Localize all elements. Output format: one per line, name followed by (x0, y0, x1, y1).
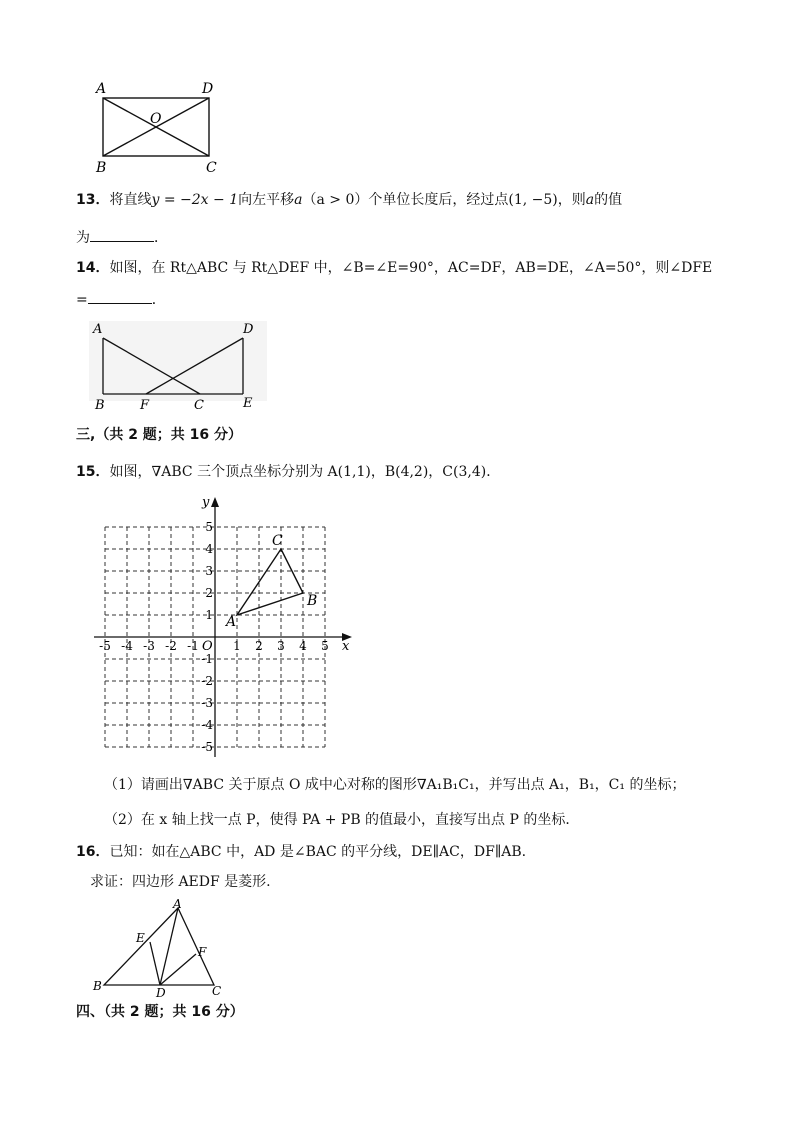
segment-df (160, 954, 196, 985)
label-c: C (194, 398, 204, 413)
triangle-abc (237, 549, 303, 615)
q15-sub1: （1）请画出∇ABC 关于原点 O 成中心对称的图形∇A₁B₁C₁，并写出点 A₁，B₁，C₁ 的坐标； (104, 777, 686, 793)
question-14-answer-line (76, 289, 166, 310)
y-tick-m1: -1 (201, 652, 213, 666)
q13-condition: （a > 0） (302, 192, 369, 208)
y-axis-arrow (211, 497, 219, 507)
figure-16 (88, 898, 228, 998)
y-tick-m3: -3 (201, 696, 213, 710)
section-3-heading: 三,（共 2 题；共 16 分） (76, 427, 243, 443)
x-tick-m4: -4 (121, 639, 133, 653)
x-tick-m3: -3 (143, 639, 155, 653)
question-15 (76, 462, 500, 482)
q13-number: 13． (76, 192, 110, 208)
q13-answer-blank[interactable] (90, 227, 154, 242)
point-a-label: A (226, 614, 237, 630)
q14-number: 14． (76, 260, 110, 276)
x-tick-m1: -1 (187, 639, 199, 653)
label-c: C (206, 160, 217, 176)
y-tick-1: 1 (205, 608, 213, 622)
section-4-heading: 四、（共 2 题；共 16 分） (76, 1004, 244, 1020)
q15-sub2: （2）在 x 轴上找一点 P，使得 PA + PB 的值最小，直接写出点 P 的坐标． (104, 812, 580, 828)
x-tick-1: 1 (233, 639, 241, 653)
label-b: B (95, 398, 105, 413)
point-b-label: B (307, 593, 318, 609)
q13-part1: 将直线 (109, 192, 152, 208)
figure-14-background (89, 321, 267, 401)
label-d: D (156, 986, 166, 998)
q13-line2: 为 (76, 230, 90, 246)
question-16 (76, 842, 526, 862)
y-tick-2: 2 (205, 586, 213, 600)
question-13-answer-line (76, 227, 168, 248)
q13-variable-a: a (294, 192, 303, 208)
q14-line2: = (76, 292, 88, 308)
label-e: E (136, 931, 145, 945)
q13-part4: ，则 (557, 192, 586, 208)
y-tick-3: 3 (205, 564, 213, 578)
q13-end: ． (154, 230, 168, 246)
point-c-label: C (272, 533, 283, 549)
label-a: A (96, 81, 107, 97)
label-a: A (93, 322, 103, 337)
figure-14 (88, 320, 268, 415)
y-tick-4: 4 (205, 542, 213, 556)
label-c: C (212, 984, 222, 998)
rectangle-figure (88, 78, 228, 176)
segment-ad (160, 908, 178, 985)
q13-point: (1, −5) (508, 192, 558, 208)
label-o: O (150, 111, 162, 127)
question-14 (76, 258, 712, 278)
y-tick-5: 5 (205, 520, 213, 534)
q15-number: 15． (76, 464, 110, 480)
label-d: D (202, 81, 214, 97)
label-f: F (198, 945, 207, 959)
label-a: A (173, 898, 182, 911)
x-axis-label: x (342, 639, 350, 654)
y-axis-label: y (202, 495, 210, 510)
q14-end: ． (151, 292, 166, 308)
y-tick-m2: -2 (201, 674, 213, 688)
y-tick-m5: -5 (201, 740, 213, 754)
q16-text: 已知：如在△ABC 中，AD 是∠BAC 的平分线，DE∥AC，DF∥AB. (109, 844, 527, 860)
x-tick-labels (99, 639, 329, 653)
q16-number: 16． (76, 844, 110, 860)
q15-text: 如图，∇ABC 三个顶点坐标分别为 A(1,1)，B(4,2)，C(3,4)． (109, 464, 501, 480)
origin-label: O (202, 639, 213, 654)
label-e: E (243, 396, 253, 411)
q13-part5: 的值 (594, 192, 623, 208)
coordinate-grid (90, 492, 360, 760)
y-tick-m4: -4 (201, 718, 213, 732)
label-b: B (93, 979, 102, 993)
q13-expression: y = −2x − 1 (151, 192, 239, 208)
label-d: D (243, 322, 254, 337)
q13-part3: 个单位长度后，经过点 (368, 192, 509, 208)
label-f: F (140, 398, 150, 413)
segment-de (150, 942, 160, 985)
question-13 (76, 190, 622, 210)
label-b: B (96, 160, 107, 176)
x-tick-3: 3 (277, 639, 285, 653)
q16-prove: 求证：四边形 AEDF 是菱形. (90, 874, 271, 890)
x-tick-4: 4 (299, 639, 307, 653)
q14-answer-blank[interactable] (88, 289, 152, 304)
x-tick-m5: -5 (99, 639, 111, 653)
q14-text: 如图，在 Rt△ABC 与 Rt△DEF 中，∠B=∠E=90°，AC=DF，AB=DE，∠A=50°，则∠DFE (109, 260, 713, 276)
x-tick-m2: -2 (165, 639, 177, 653)
x-tick-5: 5 (321, 639, 329, 653)
q13-variable-a2: a (585, 192, 595, 208)
x-tick-2: 2 (255, 639, 263, 653)
q13-part2: 向左平移 (238, 192, 295, 208)
